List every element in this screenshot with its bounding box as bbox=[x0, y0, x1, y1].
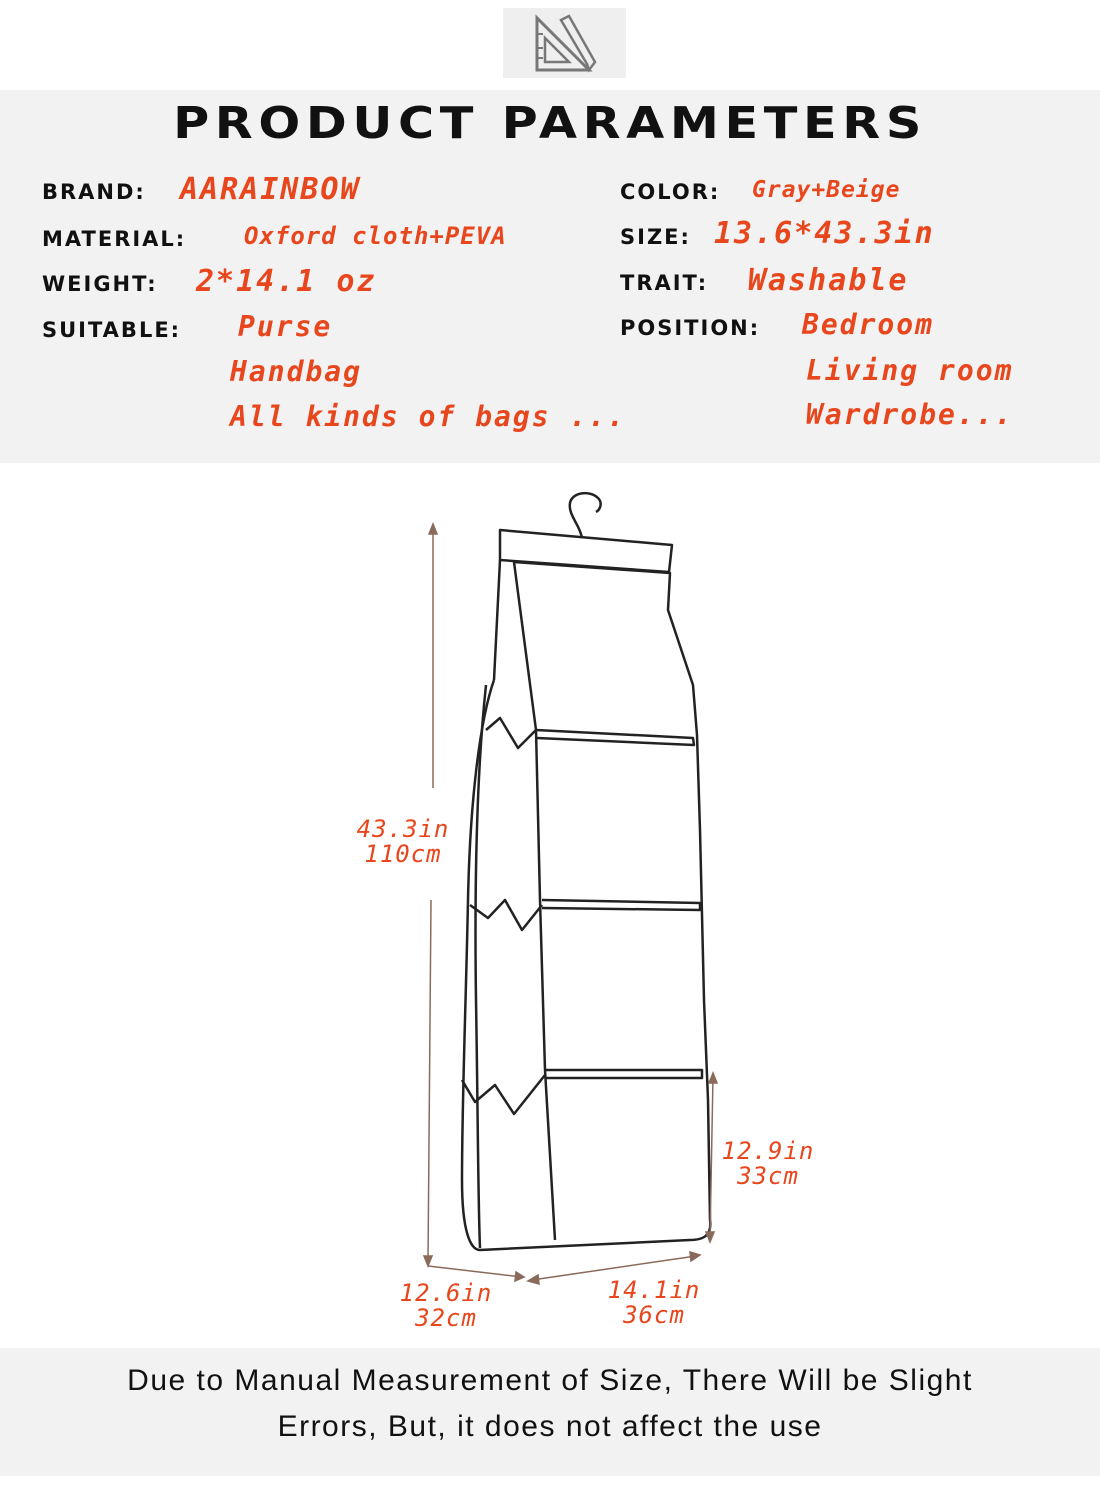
weight-value: 2*14.1 oz bbox=[196, 264, 377, 299]
note-line-1: Due to Manual Measurement of Size, There Will be Slight bbox=[127, 1364, 973, 1397]
width-cm-label: 36cm bbox=[623, 1301, 685, 1329]
brand-logo bbox=[503, 8, 626, 78]
color-value: Gray+Beige bbox=[752, 177, 901, 203]
height-cm-label: 110cm bbox=[364, 840, 442, 868]
depth-cm-label: 32cm bbox=[415, 1304, 477, 1332]
ruler-triangle-icon bbox=[531, 14, 597, 74]
pocket-cm-label: 33cm bbox=[737, 1162, 799, 1190]
note-line-2: Errors, But, it does not affect the use bbox=[277, 1410, 823, 1443]
position-value-2: Living room bbox=[806, 354, 1014, 387]
height-dimension bbox=[338, 817, 468, 867]
depth-dimension bbox=[386, 1281, 506, 1331]
trait-value: Washable bbox=[748, 263, 909, 298]
weight-label: WEIGHT: bbox=[42, 272, 158, 296]
pocket-in-label: 12.9in bbox=[721, 1137, 815, 1165]
page-title: PRODUCT PARAMETERS bbox=[173, 98, 927, 149]
brand-value: AARAINBOW bbox=[180, 172, 361, 207]
suitable-value-2: Handbag bbox=[230, 355, 363, 388]
size-label: SIZE: bbox=[620, 225, 691, 249]
position-label: POSITION: bbox=[620, 316, 761, 340]
suitable-value-1: Purse bbox=[238, 310, 333, 343]
size-value: 13.6*43.3in bbox=[714, 216, 935, 251]
suitable-label: SUITABLE: bbox=[42, 318, 182, 342]
brand-label: BRAND: bbox=[42, 180, 146, 204]
organizer-line-drawing bbox=[0, 470, 1100, 1340]
trait-label: TRAIT: bbox=[620, 271, 709, 295]
width-dimension bbox=[594, 1278, 714, 1328]
color-label: COLOR: bbox=[620, 180, 721, 204]
position-value-1: Bedroom bbox=[802, 308, 935, 341]
material-value: Oxford cloth+PEVA bbox=[244, 222, 507, 250]
height-in-label: 43.3in bbox=[356, 815, 450, 843]
suitable-value-3: All kinds of bags ... bbox=[230, 400, 627, 433]
width-in-label: 14.1in bbox=[607, 1276, 701, 1304]
pocket-height-dimension bbox=[708, 1139, 828, 1189]
depth-in-label: 12.6in bbox=[399, 1279, 493, 1307]
material-label: MATERIAL: bbox=[42, 227, 187, 251]
position-value-3: Wardrobe... bbox=[806, 398, 1014, 431]
organizer-outline bbox=[462, 493, 710, 1250]
